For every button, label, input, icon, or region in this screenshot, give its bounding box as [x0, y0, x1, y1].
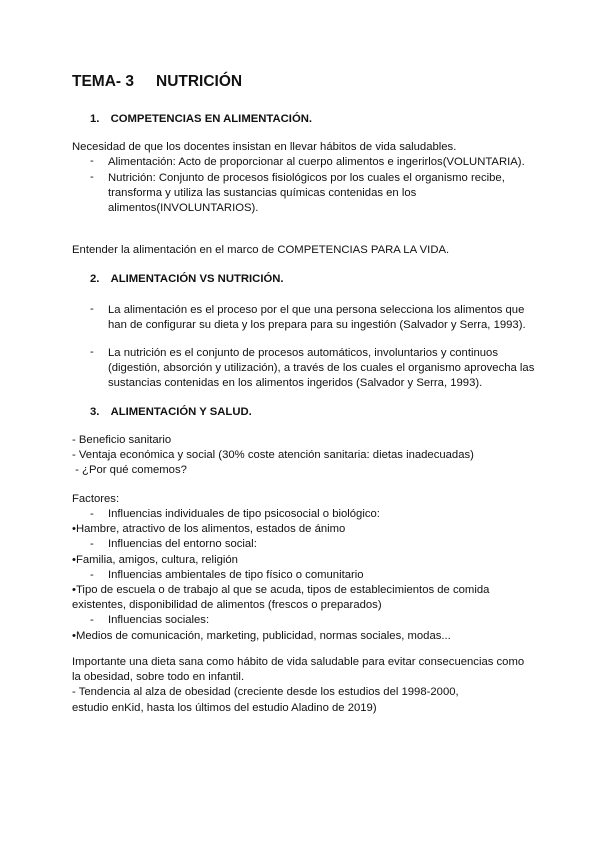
factor-item: existentes, disponibilidad de alimentos (frescos o preparados)	[72, 599, 382, 612]
paragraph: Entender la alimentación en el marco de COMPETENCIAS PARA LA VIDA.	[72, 244, 450, 256]
list-item-line: (digestión, absorción y utilización), a través de los cuales el organismo aprovecha las	[108, 362, 535, 375]
list-item-line: sustancias contenidas en los alimentos ingeridos (Salvador y Serra, 1993).	[108, 377, 483, 390]
section-number: 2.	[90, 273, 100, 285]
list-item-line: alimentos(INVOLUNTARIOS).	[108, 202, 259, 215]
list-item-line: Nutrición: Conjunto de procesos fisiológicos por los cuales el organismo recibe,	[108, 172, 505, 184]
factor-item: •Familia, amigos, cultura, religión	[72, 553, 238, 566]
list-dash: -	[90, 614, 94, 627]
factors-label: Factores:	[72, 493, 120, 505]
page-title	[72, 75, 242, 89]
list-dash: -	[90, 508, 94, 520]
list-item: - Ventaja económica y social (30% coste atención sanitaria: dietas inadecuadas)	[72, 449, 474, 462]
paragraph-line: la obesidad, sobre todo en infantil.	[72, 671, 245, 684]
title-subject: NUTRICIÓN	[156, 73, 243, 90]
factor-subheading-text: Influencias sociales:	[108, 614, 210, 627]
factor-subheading	[72, 537, 489, 552]
list-item: - ¿Por qué comemos?	[72, 464, 187, 477]
section-1-heading	[90, 112, 312, 126]
list-item	[108, 303, 526, 333]
factor-subheading	[72, 613, 489, 628]
section-title: ALIMENTACIÓN VS NUTRICIÓN.	[110, 273, 284, 285]
section-title: COMPETENCIAS EN ALIMENTACIÓN.	[110, 113, 313, 125]
factor-item: •Hambre, atractivo de los alimentos, estados de ánimo	[72, 523, 346, 536]
factor-subheading	[72, 507, 489, 522]
list-dash: -	[90, 538, 94, 551]
paragraph: Necesidad de que los docentes insistan en llevar hábitos de vida saludables.	[72, 141, 457, 153]
list-dash: -	[90, 303, 94, 315]
factor-subheading-text: Influencias ambientales de tipo físico o comunitario	[108, 568, 364, 581]
paragraph-line: - Tendencia al alza de obesidad (creciente desde los estudios del 1998-2000,	[72, 686, 459, 699]
section-number: 1.	[90, 113, 100, 125]
list-item-line: han de configurar su dieta y los prepara para su ingestión (Salvador y Serra, 1993).	[108, 319, 526, 332]
list-item: - Beneficio sanitario	[72, 434, 172, 446]
section-title: ALIMENTACIÓN Y SALUD.	[110, 406, 252, 418]
section-3-heading	[90, 405, 252, 419]
section-number: 3.	[90, 406, 100, 418]
list-item-line: transforma y utiliza las sustancias químicas contenidas en los	[108, 187, 417, 200]
factor-subheading-text: Influencias del entorno social:	[108, 538, 257, 551]
title-prefix: TEMA- 3	[72, 73, 134, 90]
closing-paragraph	[72, 655, 524, 716]
list-dash: -	[90, 155, 94, 167]
list-item	[108, 346, 534, 392]
list-dash: -	[90, 346, 94, 358]
factors-list	[72, 507, 489, 644]
paragraph-line: Importante una dieta sana como hábito de vida saludable para evitar consecuencias como	[72, 656, 525, 668]
factor-item: •Tipo de escuela o de trabajo al que se acuda, tipos de establecimientos de comida	[72, 584, 490, 597]
factor-item: •Medios de comunicación, marketing, publicidad, normas sociales, modas...	[72, 629, 451, 642]
list-item	[108, 155, 525, 170]
list-item-line: La alimentación es el proceso por el que una persona selecciona los alimentos que	[108, 304, 525, 316]
list-item	[108, 171, 505, 217]
section-2-heading	[90, 272, 284, 286]
factor-subheading	[72, 568, 489, 583]
list-dash: -	[90, 171, 94, 183]
benefits-list	[72, 433, 474, 479]
list-item-line: La nutrición es el conjunto de procesos automáticos, involuntarios y continuos	[108, 347, 498, 359]
list-dash: -	[90, 568, 94, 581]
paragraph-line: estudio enKid, hasta los últimos del estudio Aladino de 2019)	[72, 701, 377, 714]
list-item-line: Alimentación: Acto de proporcionar al cuerpo alimentos e ingerirlos(VOLUNTARIA).	[108, 156, 525, 168]
factor-subheading-text: Influencias individuales de tipo psicosocial o biológico:	[108, 508, 380, 520]
